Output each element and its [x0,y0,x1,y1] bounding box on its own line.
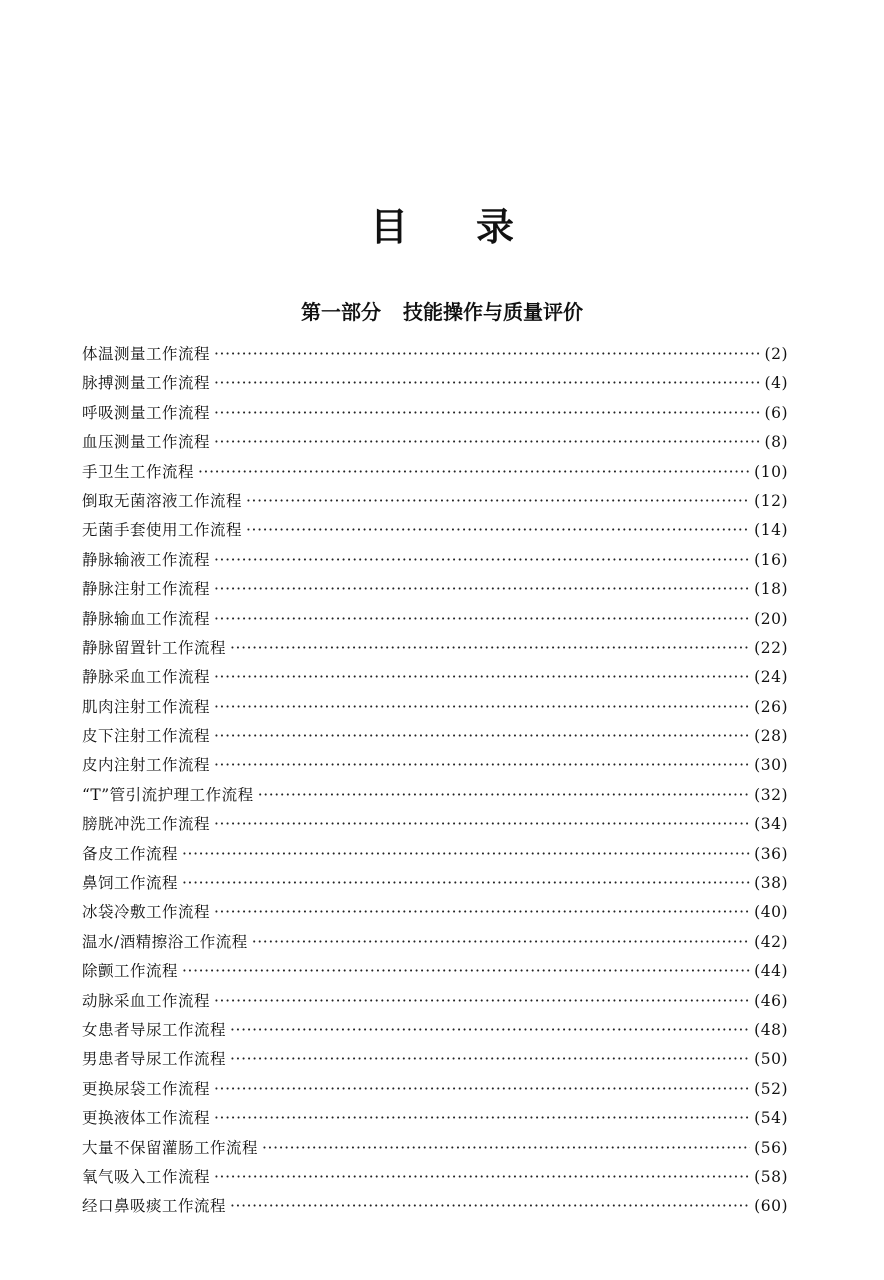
toc-entry-page: (50) [754,1050,788,1069]
dot-leader [214,751,750,780]
toc-entry-page: (10) [754,462,788,481]
toc-entry-page: (20) [754,609,788,628]
page-title-char: 录 [476,205,515,249]
toc-entry-label: 膀胱冲洗工作流程 [82,815,211,834]
toc-entry-page: (8) [764,433,788,452]
toc-entry-label: 男患者导尿工作流程 [82,1050,227,1069]
dot-leader [214,898,750,927]
toc-entry-page: (24) [754,668,788,687]
toc-entry-page: (16) [754,550,788,569]
toc-entry-label: 动脉采血工作流程 [82,991,211,1010]
toc-entry[interactable] [82,781,788,810]
toc-entry-label: 更换液体工作流程 [82,1109,211,1128]
toc-entry-label: 鼻饲工作流程 [82,874,179,893]
toc-entry-label: 皮内注射工作流程 [82,756,211,775]
dot-leader [230,1016,750,1045]
toc-entry-label: 静脉采血工作流程 [82,668,211,687]
section-part-label: 第一部分 [301,300,381,324]
dot-leader [198,458,750,487]
toc-entry-page: (34) [754,815,788,834]
dot-leader [214,987,750,1016]
toc-entry[interactable] [82,810,788,839]
toc-entry-label: 静脉输血工作流程 [82,609,211,628]
toc-entry-page: (56) [754,1138,788,1157]
dot-leader [214,810,750,839]
toc-entry-page: (26) [754,697,788,716]
toc-entry[interactable] [82,840,788,869]
toc-entry[interactable] [82,722,788,751]
dot-leader [214,369,761,398]
dot-leader [182,957,750,986]
dot-leader [214,605,750,634]
dot-leader [214,1163,750,1192]
toc-entry[interactable] [82,1134,788,1163]
toc-entry[interactable] [82,987,788,1016]
toc-entry-page: (18) [754,580,788,599]
toc-entry-page: (52) [754,1079,788,1098]
toc-entry[interactable] [82,369,788,398]
toc-entry[interactable] [82,1104,788,1133]
dot-leader [214,1075,750,1104]
dot-leader [230,1045,750,1074]
toc-entry[interactable] [82,928,788,957]
section-name: 技能操作与质量评价 [403,300,583,324]
dot-leader [214,546,750,575]
toc-entry-label: 呼吸测量工作流程 [82,403,211,422]
dot-leader [214,1104,750,1133]
toc-entry-label: 大量不保留灌肠工作流程 [82,1138,259,1157]
toc-entry[interactable] [82,957,788,986]
dot-leader [182,840,750,869]
toc-entry[interactable] [82,399,788,428]
table-of-contents [82,340,788,1222]
toc-entry[interactable] [82,1045,788,1074]
toc-entry-label: 备皮工作流程 [82,844,179,863]
toc-entry-label: 静脉留置针工作流程 [82,638,227,657]
toc-entry[interactable] [82,751,788,780]
toc-entry-page: (46) [754,991,788,1010]
toc-entry-page: (38) [754,874,788,893]
toc-entry[interactable] [82,516,788,545]
toc-entry-page: (58) [754,1167,788,1186]
toc-entry[interactable] [82,340,788,369]
dot-leader [214,722,750,751]
toc-entry-label: 更换尿袋工作流程 [82,1079,211,1098]
toc-entry-page: (12) [754,491,788,510]
page-title-char: 目 [369,205,408,249]
toc-entry[interactable] [82,1192,788,1221]
toc-entry-label: 静脉输液工作流程 [82,550,211,569]
toc-entry[interactable] [82,575,788,604]
toc-entry[interactable] [82,693,788,722]
toc-entry-page: (44) [754,962,788,981]
toc-entry-page: (36) [754,844,788,863]
dot-leader [214,575,750,604]
dot-leader [214,428,761,457]
toc-entry-label: 脉搏测量工作流程 [82,374,211,393]
dot-leader [258,781,750,810]
toc-entry[interactable] [82,1163,788,1192]
dot-leader [252,928,750,957]
toc-entry-label: 静脉注射工作流程 [82,580,211,599]
dot-leader [246,487,750,516]
toc-entry-page: (60) [754,1197,788,1216]
section-heading [0,296,884,325]
toc-entry-page: (48) [754,1020,788,1039]
toc-entry-label: 皮下注射工作流程 [82,727,211,746]
toc-entry-page: (2) [764,344,788,363]
toc-entry-label: 除颤工作流程 [82,962,179,981]
toc-entry[interactable] [82,898,788,927]
toc-entry-label: 肌肉注射工作流程 [82,697,211,716]
toc-entry[interactable] [82,1075,788,1104]
toc-entry-label: 氧气吸入工作流程 [82,1167,211,1186]
toc-entry-page: (28) [754,727,788,746]
toc-entry[interactable] [82,605,788,634]
toc-entry-label: “T”管引流护理工作流程 [82,785,254,804]
toc-entry[interactable] [82,487,788,516]
dot-leader [214,663,750,692]
dot-leader [214,399,761,428]
toc-entry-page: (40) [754,903,788,922]
toc-entry-page: (54) [754,1109,788,1128]
toc-entry-label: 女患者导尿工作流程 [82,1020,227,1039]
toc-entry-label: 无菌手套使用工作流程 [82,521,243,540]
dot-leader [230,1192,750,1221]
dot-leader [246,516,750,545]
toc-entry-label: 手卫生工作流程 [82,462,195,481]
toc-entry-page: (32) [754,785,788,804]
toc-entry[interactable] [82,428,788,457]
dot-leader [182,869,750,898]
toc-entry[interactable] [82,663,788,692]
dot-leader [230,634,750,663]
dot-leader [214,693,750,722]
toc-entry-label: 体温测量工作流程 [82,344,211,363]
dot-leader [262,1134,750,1163]
toc-entry-label: 经口鼻吸痰工作流程 [82,1197,227,1216]
toc-entry[interactable] [82,634,788,663]
toc-entry-label: 冰袋冷敷工作流程 [82,903,211,922]
toc-entry[interactable] [82,869,788,898]
toc-entry[interactable] [82,1016,788,1045]
toc-entry-label: 倒取无菌溶液工作流程 [82,491,243,510]
toc-entry-page: (4) [764,374,788,393]
page-title [0,196,884,251]
dot-leader [214,340,761,369]
toc-entry[interactable] [82,546,788,575]
toc-entry-page: (22) [754,638,788,657]
toc-entry-label: 温水/酒精擦浴工作流程 [82,932,248,951]
toc-entry-page: (6) [764,403,788,422]
toc-entry[interactable] [82,458,788,487]
toc-entry-page: (30) [754,756,788,775]
toc-entry-page: (42) [754,932,788,951]
toc-entry-page: (14) [754,521,788,540]
toc-entry-label: 血压测量工作流程 [82,433,211,452]
